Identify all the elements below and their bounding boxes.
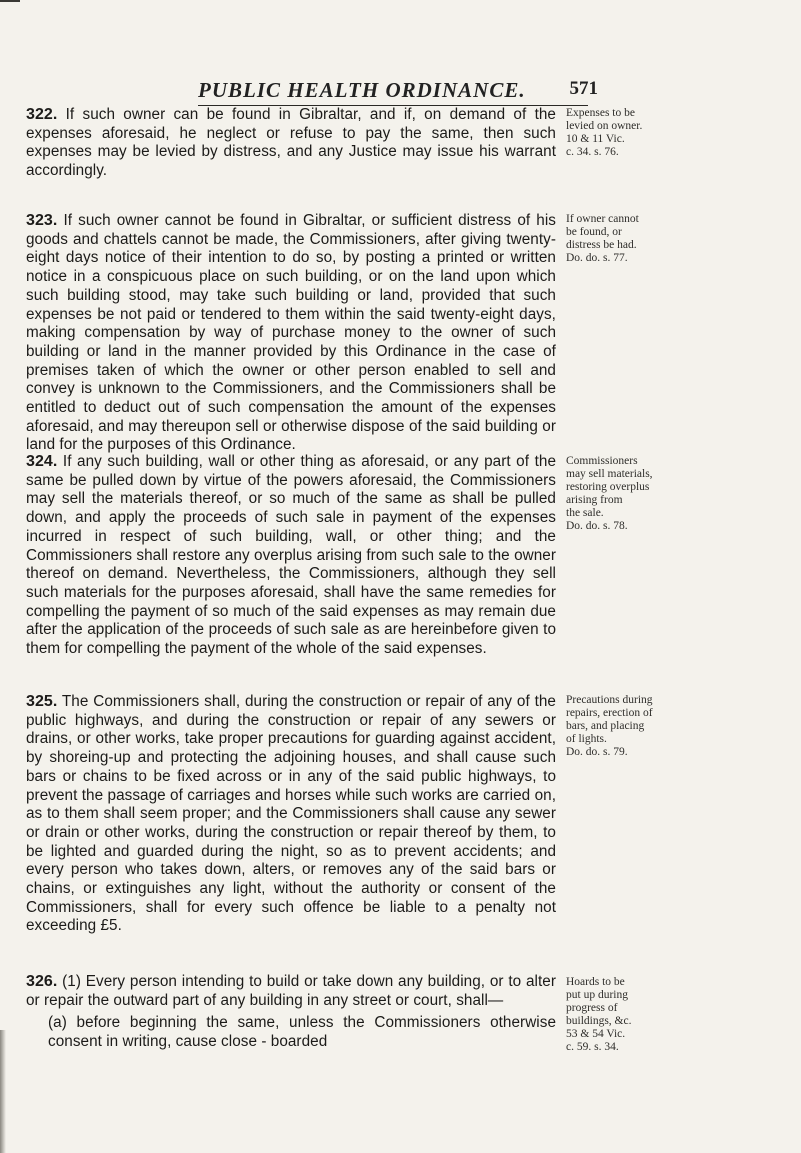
section-text: (1) Every person intending to build or take down any building, or to alter or repair the outward part of any building in any street or court, shall—	[26, 973, 556, 1009]
section-text: If such owner cannot be found in Gibraltar, or sufficient distress of his goods and chattels cannot be made, the Commissioners, after giving twenty-eight days notice of their intention to do so, by posting a printed or written notice in a conspicuous place on such building, or on the land upon which such building stood, may take such building or land, provided that such expenses be not paid or tendered to them within the said twenty-eight days, making compensation by way of purchase money to the owner of such building or land in the manner provided by this Ordinance in the case of premises taken of which the owner or other person enabled to sell and convey is unknown to the Commissioners, and the Commissioners shall be entitled to deduct out of such compensation the amount of the expenses aforesaid, and may thereupon sell or otherwise dispose of the said building or land for the purposes of this Ordinance.	[26, 212, 556, 454]
section-text: The Commissioners shall, during the construction or repair of any of the public highways, and during the construction or repair of any sewers or drains, or other works, take proper precautions for guarding against accident, by shoreing-up and protecting the adjoining houses, and shall cause such bars or chains to be fixed across or in any of the said public highways, to prevent the passage of carriages and horses while such works are carried on, as to them shall seem proper; and the Commissioners shall cause any sewer or drain or other works, during the construction or repair thereof by them, to be lighted and guarded during the night, so as to prevent accidents; and every person who takes down, alters, or removes any of the said bars or chains, or extinguishes any light, without the authority or consent of the Commissioners, shall for every such offence be liable to a penalty not exceeding £5.	[26, 693, 556, 935]
section-325	[26, 693, 556, 936]
margin-note-326: Hoards to be put up during progress of buildings, &c. 53 & 54 Vic. c. 59. s. 34.	[566, 976, 632, 1053]
section-326	[26, 973, 556, 1052]
section-323	[26, 212, 556, 455]
section-text: If such owner can be found in Gibraltar, and if, on demand of the expenses aforesaid, he neglect or refuse to pay the same, then such expenses may be levied by distress, and any Justice may issue his warrant accordingly.	[26, 106, 556, 180]
header-title: PUBLIC HEALTH ORDINANCE.	[198, 78, 526, 102]
section-number: 323.	[26, 212, 58, 229]
margin-note-323: If owner cannot be found, or distress be had. Do. do. s. 77.	[566, 213, 639, 264]
binding-shadow	[0, 1030, 6, 1153]
running-header	[198, 78, 598, 106]
section-324	[26, 453, 556, 659]
margin-note-325: Precautions during repairs, erection of bars, and placing of lights. Do. do. s. 79.	[566, 694, 653, 758]
subsection-a: (a) before beginning the same, unless the Commissioners otherwise consent in writing, cause close - boarded	[48, 1014, 556, 1051]
section-number: 325.	[26, 693, 58, 710]
section-322	[26, 106, 556, 181]
page-edge-mark	[0, 0, 20, 2]
margin-note-324: Commissioners may sell materials, restoring overplus arising from the sale. Do. do. s. 78.	[566, 455, 653, 532]
page-number: 571	[569, 78, 598, 99]
section-number: 326.	[26, 973, 58, 990]
section-number: 322.	[26, 106, 58, 123]
section-number: 324.	[26, 453, 58, 470]
section-text: If any such building, wall or other thing as aforesaid, or any part of the same be pulled down by virtue of the powers aforesaid, the Commissioners may sell the materials thereof, or so much of the same as shall be pulled down, and apply the proceeds of such sale in payment of the expenses incurred in respect of such building, wall, or other thing; and the Commissioners shall restore any overplus arising from such sale to the owner thereof on demand. Nevertheless, the Commissioners, although they sell such materials for the purposes aforesaid, shall have the same remedies for compelling the payment of so much of the said expenses as may remain due after the application of the proceeds of such sale as are hereinbefore given to them for compelling the payment of the whole of the said expenses.	[26, 453, 557, 658]
margin-note-322: Expenses to be levied on owner. 10 & 11 Vic. c. 34. s. 76.	[566, 107, 643, 158]
